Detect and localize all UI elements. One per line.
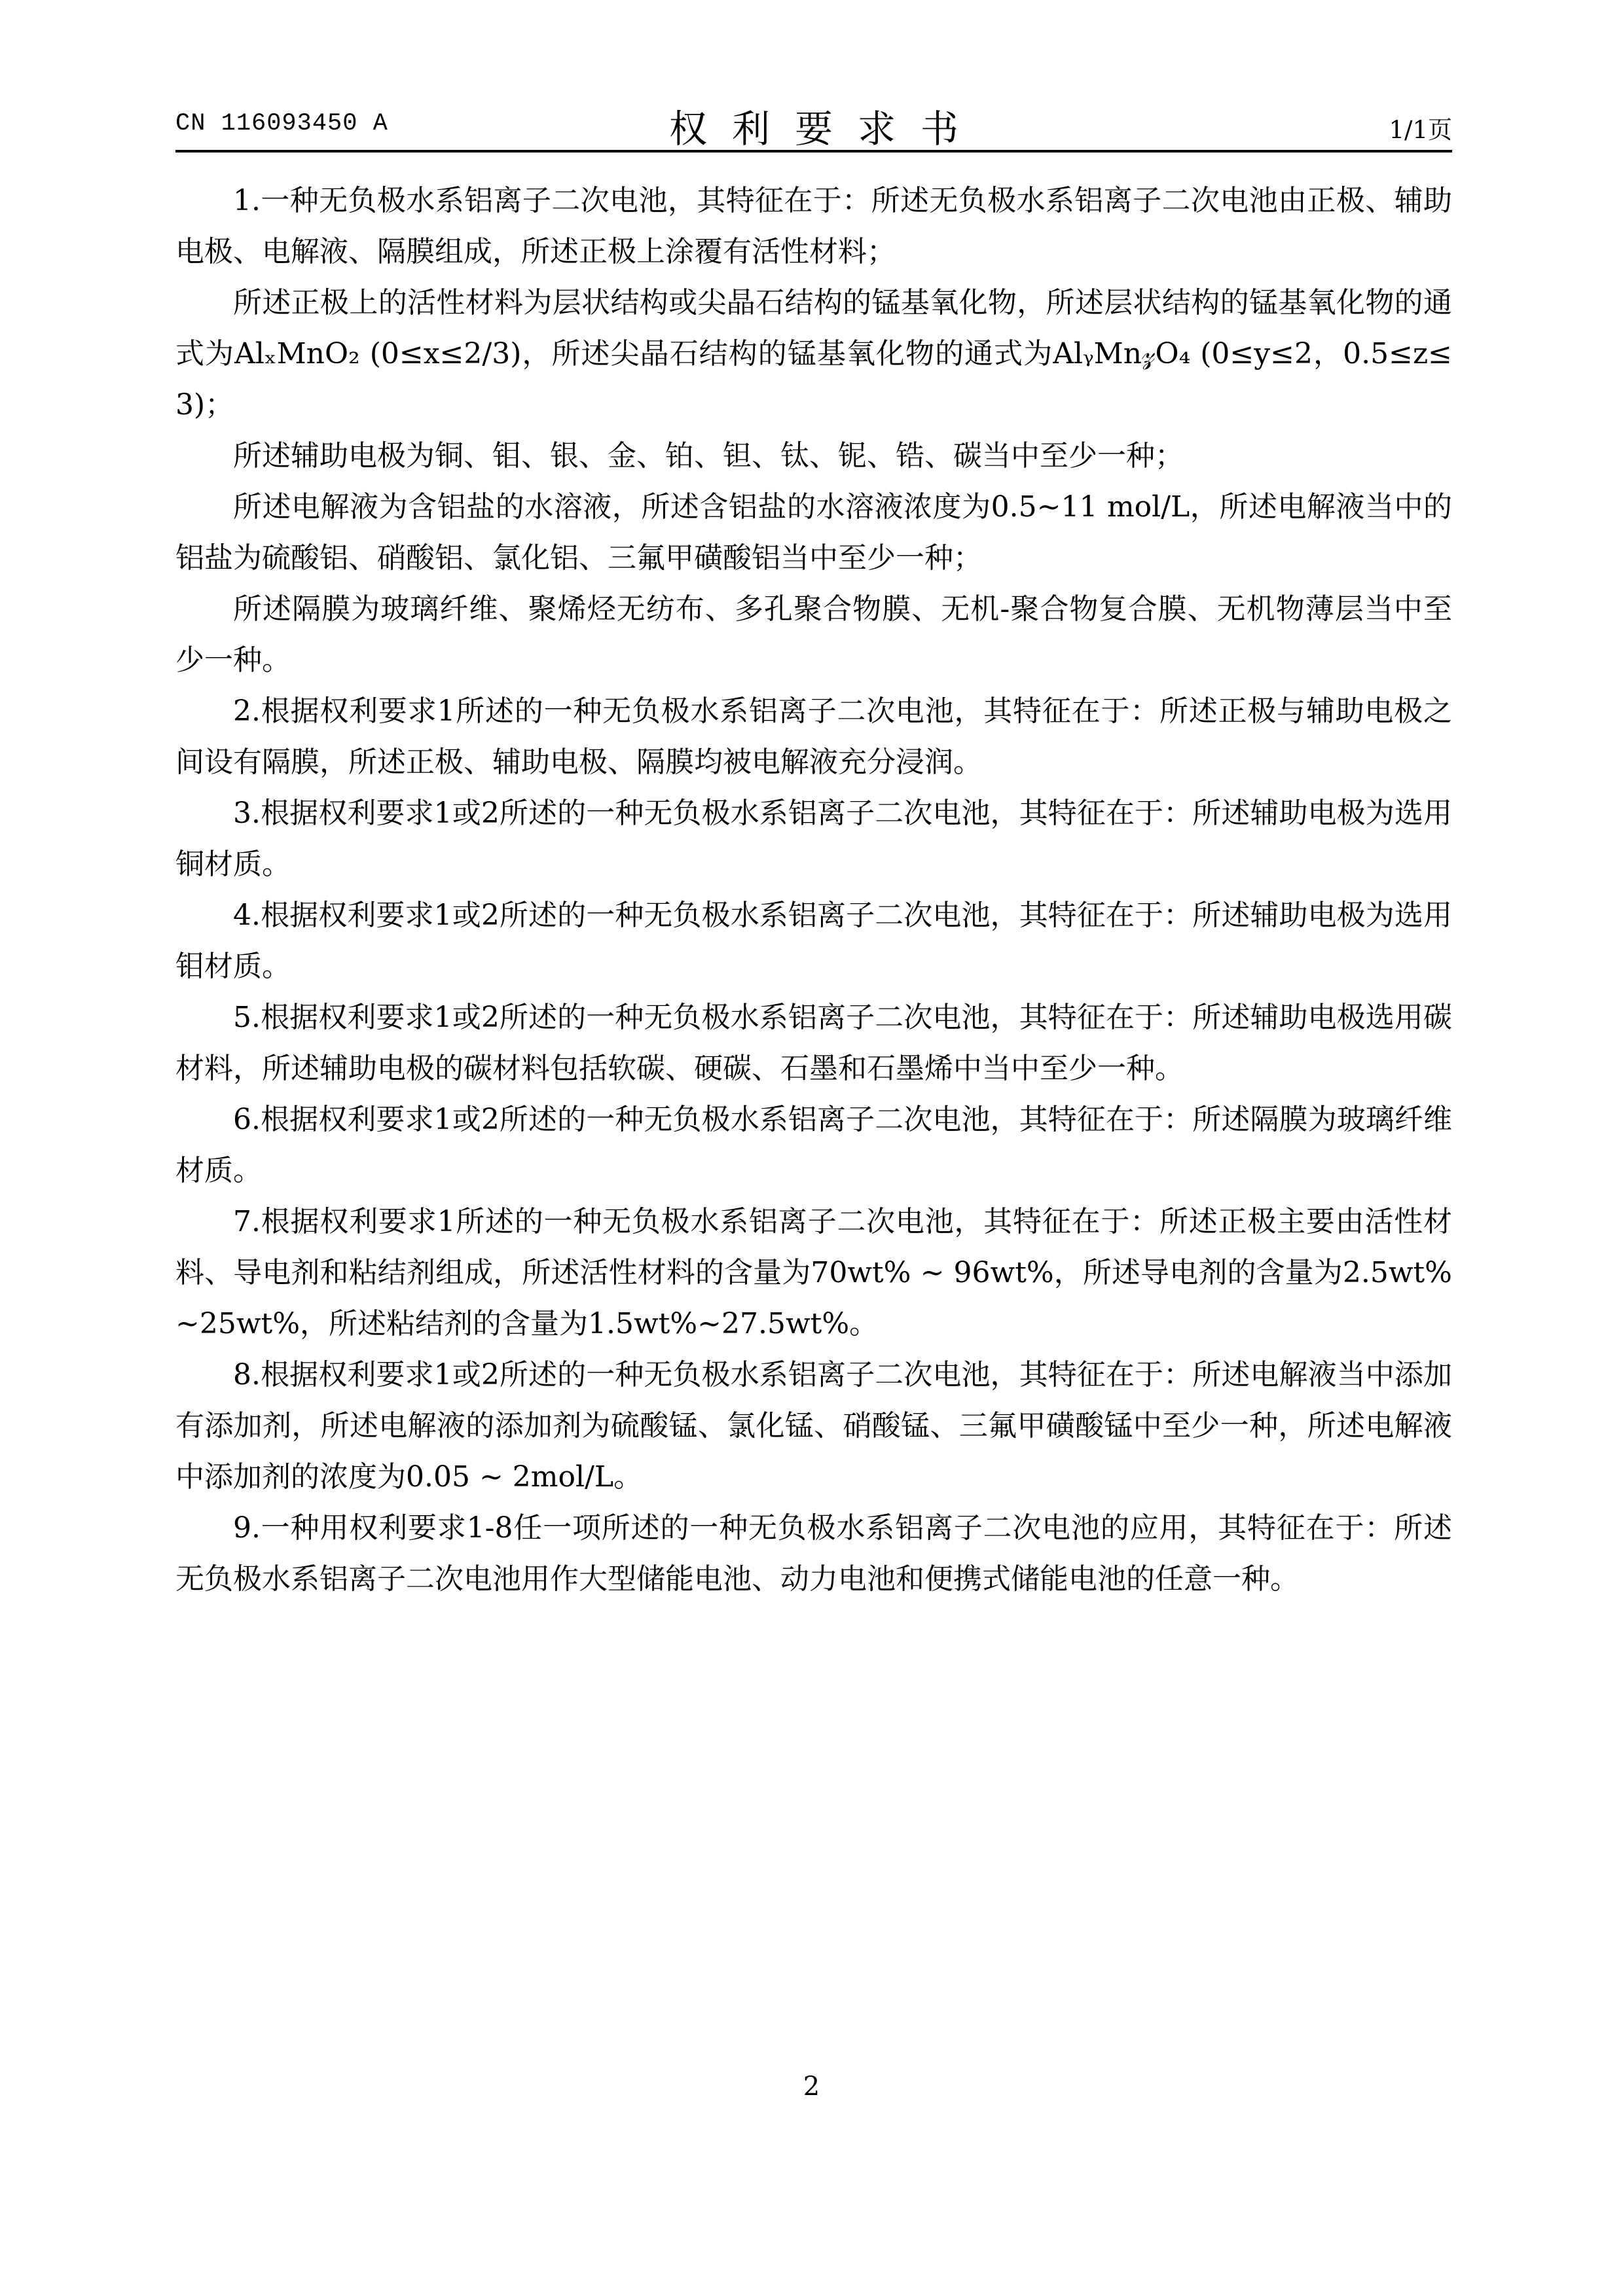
claim-paragraph: 2.根据权利要求1所述的一种无负极水系铝离子二次电池，其特征在于：所述正极与辅助电极之间设有隔膜，所述正极、辅助电极、隔膜均被电解液充分浸润。 (175, 694, 1452, 779)
claim-paragraph: 所述正极上的活性材料为层状结构或尖晶石结构的锰基氧化物，所述层状结构的锰基氧化物的通式为AlₓMnO₂ (0≤x≤2/3)，所述尖晶石结构的锰基氧化物的通式为AlᵧMn𝓏O₄ (0≤y≤2，0.5≤z≤3)； (175, 286, 1452, 422)
document-title: 权利要求书 (668, 107, 983, 151)
claims-body (175, 175, 1452, 1605)
claim-paragraph: 所述隔膜为玻璃纤维、聚烯烃无纺布、多孔聚合物膜、无机-聚合物复合膜、无机物薄层当中至少一种。 (175, 592, 1452, 677)
claim-paragraph: 所述辅助电极为铜、钼、银、金、铂、钽、钛、铌、锆、碳当中至少一种； (233, 439, 1184, 473)
claim-paragraph: 所述电解液为含铝盐的水溶液，所述含铝盐的水溶液浓度为0.5~11 mol/L，所述电解液当中的铝盐为硫酸铝、硝酸铝、氯化铝、三氟甲磺酸铝当中至少一种； (175, 490, 1452, 575)
page-header (175, 98, 1452, 151)
publication-number: CN 116093450 A (175, 110, 388, 137)
claim-paragraph: 8.根据权利要求1或2所述的一种无负极水系铝离子二次电池，其特征在于：所述电解液当中添加有添加剂，所述电解液的添加剂为硫酸锰、氯化锰、硝酸锰、三氟甲磺酸锰中至少一种，所述电解液中添加剂的浓度为0.05 ~ 2mol/L。 (175, 1358, 1452, 1494)
page-indicator: 1/1页 (1389, 116, 1452, 144)
claim-paragraph: 1.一种无负极水系铝离子二次电池，其特征在于：所述无负极水系铝离子二次电池由正极、辅助电极、电解液、隔膜组成，所述正极上涂覆有活性材料； (175, 184, 1452, 268)
claim-paragraph: 7.根据权利要求1所述的一种无负极水系铝离子二次电池，其特征在于：所述正极主要由活性材料、导电剂和粘结剂组成，所述活性材料的含量为70wt% ~ 96wt%，所述导电剂的含量为2.5wt%~25wt%，所述粘结剂的含量为1.5wt%~27.5wt%。 (175, 1205, 1452, 1340)
claim-paragraph: 4.根据权利要求1或2所述的一种无负极水系铝离子二次电池，其特征在于：所述辅助电极为选用钼材质。 (175, 899, 1452, 983)
claim-paragraph: 6.根据权利要求1或2所述的一种无负极水系铝离子二次电池，其特征在于：所述隔膜为玻璃纤维材质。 (175, 1103, 1452, 1187)
header-divider (175, 150, 1452, 152)
claim-paragraph: 9.一种用权利要求1-8任一项所述的一种无负极水系铝离子二次电池的应用，其特征在于：所述无负极水系铝离子二次电池用作大型储能电池、动力电池和便携式储能电池的任意一种。 (175, 1511, 1452, 1596)
claim-paragraph: 3.根据权利要求1或2所述的一种无负极水系铝离子二次电池，其特征在于：所述辅助电极为选用铜材质。 (175, 797, 1452, 881)
claim-paragraph: 5.根据权利要求1或2所述的一种无负极水系铝离子二次电池，其特征在于：所述辅助电极选用碳材料，所述辅助电极的碳材料包括软碳、硬碳、石墨和石墨烯中当中至少一种。 (175, 1001, 1452, 1085)
page-number: 2 (803, 2072, 820, 2102)
